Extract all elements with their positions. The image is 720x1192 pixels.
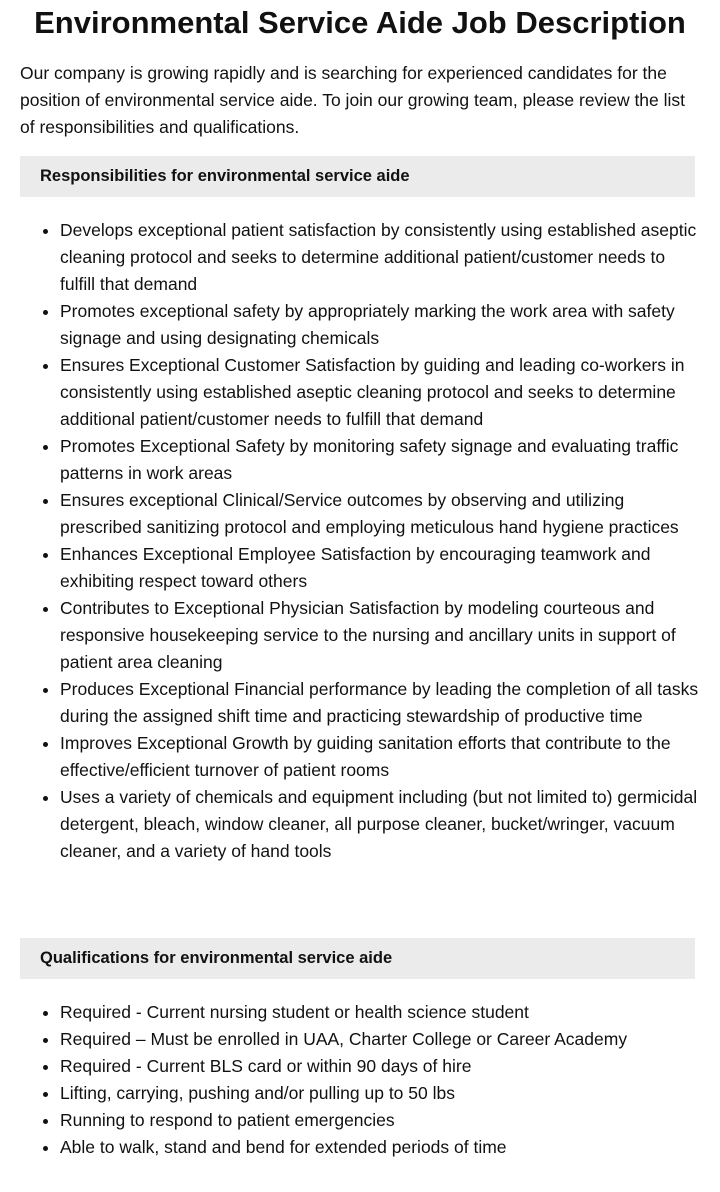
list-item: • Required – Must be enrolled in UAA, Charter College or Career Academy: [60, 1026, 700, 1053]
intro-paragraph: Our company is growing rapidly and is searching for experienced candidates for the position of environmental service aide. To join our growing team, please review the list of responsibilities and qualifications.: [20, 63, 686, 137]
list-item: • Uses a variety of chemicals and equipment including (but not limited to) germicidal detergent, bleach, window cleaner, all purpose cleaner, bucket/wringer, vacuum cleaner, and a variety of hand tools: [60, 784, 700, 865]
list-item: • Develops exceptional patient satisfaction by consistently using established aseptic cleaning protocol and seeks to determine additional patient/customer needs to fulfill that demand: [60, 217, 700, 298]
qualifications-heading: Qualifications for environmental service aide: [20, 938, 695, 979]
list-item: • Running to respond to patient emergencies: [60, 1107, 700, 1134]
list-item: • Produces Exceptional Financial performance by leading the completion of all tasks during the assigned shift time and practicing stewardship of productive time: [60, 676, 700, 730]
page-title: Environmental Service Aide Job Description: [34, 5, 686, 40]
list-item: • Able to walk, stand and bend for extended periods of time: [60, 1134, 700, 1161]
qualifications-list: [20, 999, 700, 1161]
responsibilities-list: [20, 217, 700, 865]
list-item: • Improves Exceptional Growth by guiding sanitation efforts that contribute to the effective/efficient turnover of patient rooms: [60, 730, 700, 784]
list-item: • Contributes to Exceptional Physician Satisfaction by modeling courteous and responsive housekeeping service to the nursing and ancillary units in support of patient area cleaning: [60, 595, 700, 676]
list-item: • Promotes Exceptional Safety by monitoring safety signage and evaluating traffic patterns in work areas: [60, 433, 700, 487]
list-item: • Promotes exceptional safety by appropriately marking the work area with safety signage and using designating chemicals: [60, 298, 700, 352]
list-item: • Required - Current BLS card or within 90 days of hire: [60, 1053, 700, 1080]
list-item: • Enhances Exceptional Employee Satisfaction by encouraging teamwork and exhibiting respect toward others: [60, 541, 700, 595]
list-item: • Required - Current nursing student or health science student: [60, 999, 700, 1026]
list-item: • Ensures exceptional Clinical/Service outcomes by observing and utilizing prescribed sanitizing protocol and employing meticulous hand hygiene practices: [60, 487, 700, 541]
list-item: • Lifting, carrying, pushing and/or pulling up to 50 lbs: [60, 1080, 700, 1107]
responsibilities-heading: Responsibilities for environmental service aide: [20, 156, 695, 197]
list-item: • Ensures Exceptional Customer Satisfaction by guiding and leading co-workers in consistently using established aseptic cleaning protocol and seeks to determine additional patient/customer needs to fulfill that demand: [60, 352, 700, 433]
